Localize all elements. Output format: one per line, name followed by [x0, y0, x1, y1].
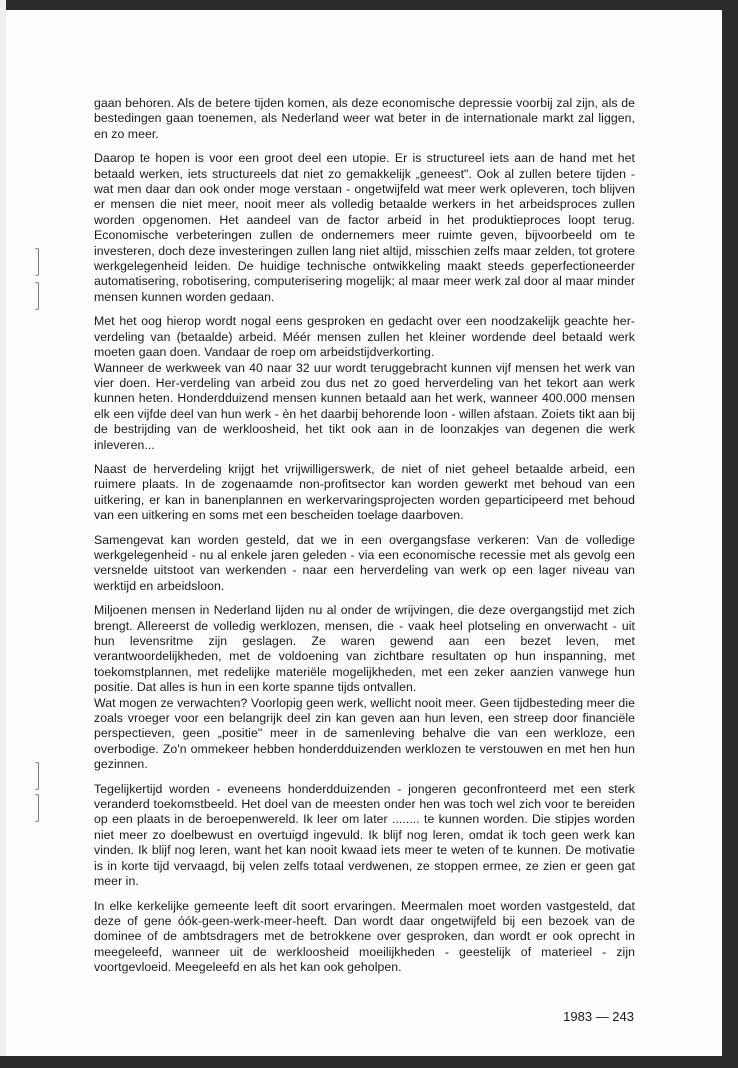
- paragraph: Daarop te hopen is voor een groot deel een utopie. Er is structureel iets aan de hand met het betaald werken, iets structureels dat niet zo gemakkelijk „geneest". Ook al zullen betere tijden - wat men daar dan ook onder moge verstaan - ongetwijfeld wat meer werk opleveren, toch blijven er mensen die niet meer, nooit meer als volledig betaalde werkers in het arbeidsproces zullen worden opgenomen. Het aandeel van de factor arbeid in het produktieproces loopt terug. Economische verbeteringen zullen de ondernemers meer ruimte geven, bijvoorbeeld om te investeren, doch deze investeringen zullen lang niet altijd, misschien zelfs maar zelden, tot grotere werkgelegenheid leiden. De huidige technische ontwikkeling maakt steeds geperfectioneerder automatisering, robotisering, computerisering mogelijk; al maar meer werk zal door al maar minder mensen kunnen worden gedaan.: [94, 151, 635, 304]
- binding-mark: [35, 282, 39, 310]
- page-number: 1983 — 243: [563, 1009, 634, 1024]
- binding-mark: [35, 762, 39, 790]
- binding-mark: [35, 248, 39, 276]
- scan-border-right: [722, 0, 738, 1068]
- paragraph: Wat mogen ze verwachten? Voorlopig geen werk, wellicht nooit meer. Geen tijdbesteding meer die zoals vroeger voor een belangrijk deel zin kan geven aan hun leven, een streep door financiële perspectieven, geen „positie" meer in de samenleving behalve die van een werkloze, een overbodige. Zo'n ommekeer hebben honderdduizenden werklozen te verstouwen en met hen hun gezinnen.: [94, 695, 635, 772]
- scan-border-top: [0, 0, 738, 10]
- paragraph: Met het oog hierop wordt nogal eens gesproken en gedacht over een noodzakelijk geachte her-verdeling van (betaalde) arbeid. Méér mensen zullen het kleiner wordende deel betaald werk moeten gaan doen. Vandaar de roep om arbeidstijdverkorting.: [94, 314, 635, 360]
- paragraph: Tegelijkertijd worden - eveneens honderdduizenden - jongeren geconfronteerd met een sterk veranderd toekomstbeeld. Het doel van de meesten onder hen was toch wel zich voor te bereiden op een plaats in de beroepenwereld. Ik leer om later ........ te kunnen worden. Die stipjes worden niet meer zo doelbewust en overtuigd ingevuld. Ik blijf nog leren, omdat ik toch geen werk kan vinden. Ik blijf nog leren, want het kan nooit kwaad iets meer te weten of te kunnen. De motivatie is in korte tijd vervaagd, bij velen zelfs totaal verdwenen, ze stoppen ermee, ze zien er geen gat meer in.: [94, 781, 635, 889]
- paragraph: gaan behoren. Als de betere tijden komen, als deze economische depressie voorbij zal zijn, als de bestedingen gaan toenemen, als Nederland weer wat beter in de internationale markt zal liggen, en zo meer.: [94, 96, 635, 141]
- paragraph: Samengevat kan worden gesteld, dat we in een overgangsfase verkeren: Van de volledige werkgelegenheid - nu al enkele jaren geleden - via een economische recessie met als gevolg een versnelde uitstoot van werkenden - naar een herverdeling van werk op een lager niveau van werktijd en arbeidsloon.: [94, 532, 635, 593]
- binding-mark: [35, 794, 39, 822]
- paragraph: Naast de herverdeling krijgt het vrijwilligerswerk, de niet of niet geheel betaalde arbeid, een ruimere plaats. In de zogenaamde non-profitsector kan worden gewerkt met behoud van een uitkering, er kan in banenplannen en werkervaringsprojecten worden geparticipeerd met behoud van een uitkering en soms met een bescheiden toelage daarboven.: [94, 461, 635, 523]
- paragraph: In elke kerkelijke gemeente leeft dit soort ervaringen. Meermalen moet worden vastgesteld, dat deze of gene óók-geen-werk-meer-heeft. Dan wordt daar ongetwijfeld bij een bezoek van de dominee of de ambtsdragers met de betrokkene over gesproken, dan wordt er ook oprecht in meegeleefd, wanneer uit de werkloosheid moeilijkheden - geestelijk of materieel - zijn voortgevloeid. Meegeleefd en als het kan ook geholpen.: [94, 898, 635, 975]
- paragraph: Wanneer de werkweek van 40 naar 32 uur wordt teruggebracht kunnen vijf mensen het werk van vier doen. Her-verdeling van arbeid zou dus net zo goed herverdeling van het tekort aan werk kunnen heten. Honderdduizend mensen kunnen betaald aan het werk, wanneer 400.000 mensen elk een vijfde deel van hun werk - èn het daarbij behorende loon - willen afstaan. Zoiets tikt aan bij de bestrijding van de werkloosheid, het tikt ook aan in de loonzakjes van degenen die werk inleveren...: [94, 360, 635, 452]
- article-body: [94, 96, 635, 985]
- paragraph: Miljoenen mensen in Nederland lijden nu al onder de wrijvingen, die deze overgangstijd met zich brengt. Allereerst de volledig werklozen, mensen, die - vaak heel plotseling en onverwacht - uit hun levensritme zijn geslagen. Ze waren gewend aan een bezet leven, met verantwoordelijkheden, met de voldoening van zichtbare resultaten op hun inspanning, met toekomstplannen, met redelijke materiële mogelijkheden, met een zeker aanzien vanwege hun positie. Dat alles is hun in een korte spanne tijds ontvallen.: [94, 603, 635, 695]
- scan-border-bottom: [0, 1056, 738, 1068]
